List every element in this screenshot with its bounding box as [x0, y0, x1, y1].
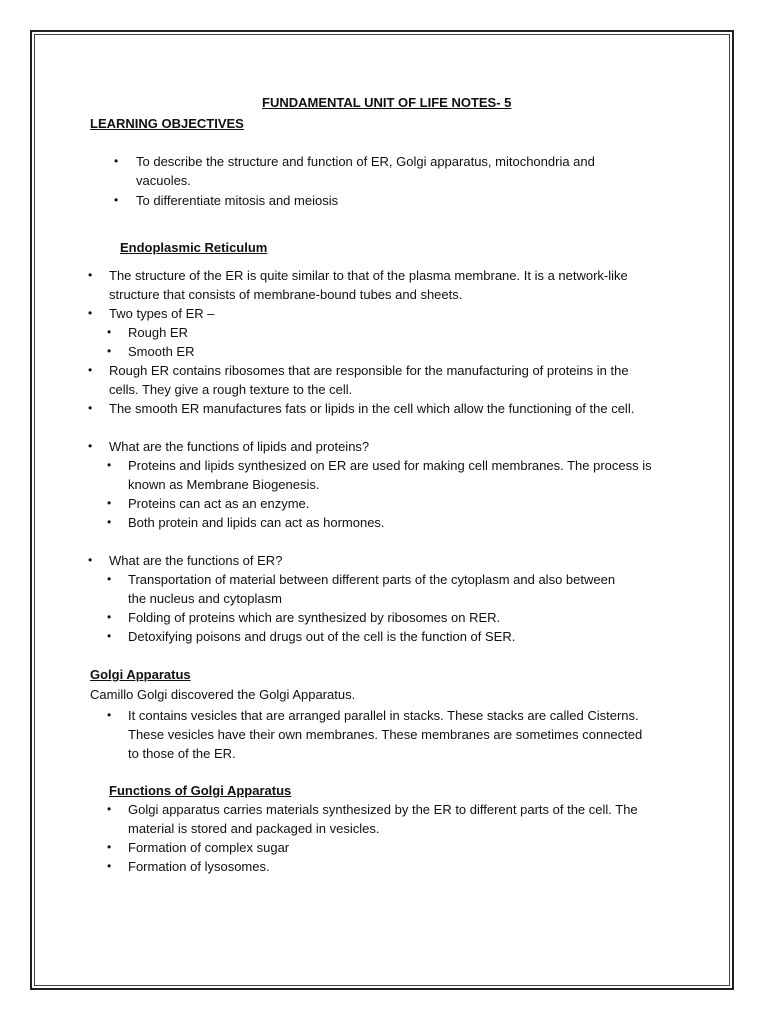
bullet-icon: • [107, 344, 112, 358]
bullet-icon: • [88, 553, 93, 567]
er-types-line: Two types of ER – [109, 306, 215, 321]
bullet-icon: • [107, 859, 112, 873]
er-answer-line: Proteins and lipids synthesized on ER are used for making cell membranes. The process is [128, 458, 652, 473]
objectives-heading: LEARNING OBJECTIVES [90, 116, 244, 131]
bullet-icon: • [107, 458, 112, 472]
golgi-functions-heading: Functions of Golgi Apparatus [109, 783, 292, 798]
er-question: What are the functions of lipids and proteins? [109, 439, 370, 454]
bullet-icon: • [107, 515, 112, 529]
er-heading: Endoplasmic Reticulum [120, 240, 268, 255]
er-paragraph-line: The structure of the ER is quite similar to that of the plasma membrane. It is a network-like [109, 268, 628, 283]
bullet-icon: • [88, 439, 93, 453]
bullet-icon: • [107, 610, 112, 624]
bullet-icon: • [107, 629, 112, 643]
er-answer-line: known as Membrane Biogenesis. [128, 477, 320, 492]
er-answer-line: Proteins can act as an enzyme. [128, 496, 310, 511]
er-paragraph-line: Rough ER contains ribosomes that are responsible for the manufacturing of proteins in the [109, 363, 629, 378]
bullet-icon: • [114, 154, 119, 168]
bullet-icon: • [88, 401, 93, 415]
bullet-icon: • [107, 802, 112, 816]
er-paragraph-line: cells. They give a rough texture to the cell. [109, 382, 353, 397]
golgi-function-line: Formation of lysosomes. [128, 859, 270, 874]
er-paragraph-line: structure that consists of membrane-bound tubes and sheets. [109, 287, 463, 302]
bullet-icon: • [107, 496, 112, 510]
golgi-line: These vesicles have their own membranes. These membranes are sometimes connected [128, 727, 643, 742]
er-answer-line: Detoxifying poisons and drugs out of the cell is the function of SER. [128, 629, 516, 644]
golgi-intro: Camillo Golgi discovered the Golgi Apparatus. [90, 687, 356, 702]
er-answer-line: Both protein and lipids can act as hormones. [128, 515, 385, 530]
er-answer-line: Folding of proteins which are synthesized by ribosomes on RER. [128, 610, 501, 625]
objective-line: To describe the structure and function of ER, Golgi apparatus, mitochondria and [136, 154, 595, 169]
bullet-icon: • [107, 325, 112, 339]
golgi-line: to those of the ER. [128, 746, 236, 761]
er-type-item: Smooth ER [128, 344, 195, 359]
er-question: What are the functions of ER? [109, 553, 283, 568]
page-title: FUNDAMENTAL UNIT OF LIFE NOTES- 5 [262, 95, 512, 110]
golgi-function-line: Golgi apparatus carries materials synthesized by the ER to different parts of the cell. The [128, 802, 638, 817]
er-answer-line: Transportation of material between different parts of the cytoplasm and also between [128, 572, 616, 587]
bullet-icon: • [107, 708, 112, 722]
golgi-function-line: material is stored and packaged in vesicles. [128, 821, 380, 836]
golgi-function-line: Formation of complex sugar [128, 840, 290, 855]
objective-line: vacuoles. [136, 173, 191, 188]
golgi-heading: Golgi Apparatus [90, 667, 191, 682]
bullet-icon: • [88, 306, 93, 320]
er-paragraph-line: The smooth ER manufactures fats or lipids in the cell which allow the functioning of the cell. [109, 401, 635, 416]
er-answer-line: the nucleus and cytoplasm [128, 591, 282, 606]
bullet-icon: • [107, 572, 112, 586]
bullet-icon: • [114, 193, 119, 207]
bullet-icon: • [88, 363, 93, 377]
bullet-icon: • [107, 840, 112, 854]
objective-line: To differentiate mitosis and meiosis [136, 193, 339, 208]
er-type-item: Rough ER [128, 325, 188, 340]
golgi-line: It contains vesicles that are arranged parallel in stacks. These stacks are called Cisterns. [128, 708, 639, 723]
bullet-icon: • [88, 268, 93, 282]
